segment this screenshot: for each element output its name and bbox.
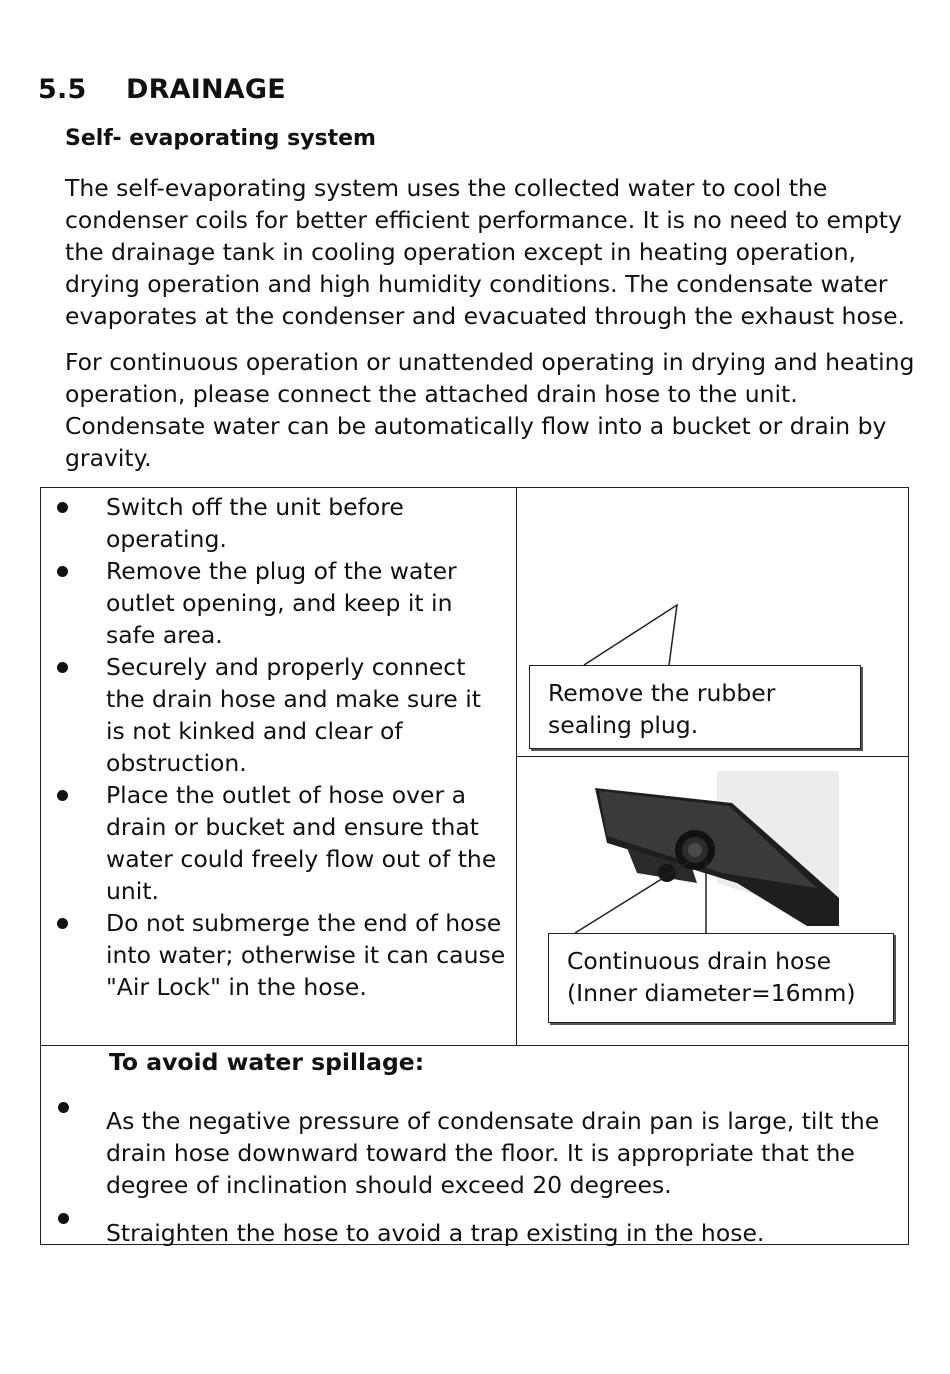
step-line: outlet opening, and keep it in — [106, 589, 453, 617]
avoid-line: drain hose downward toward the floor. It is appropriate that the — [106, 1139, 855, 1167]
paragraph-line: evaporates at the condenser and evacuated through the exhaust hose. — [65, 302, 905, 330]
bullet-icon — [58, 1213, 69, 1224]
spillage-cell — [41, 1046, 909, 1245]
step-line: Remove the plug of the water — [106, 557, 457, 585]
paragraph-line: For continuous operation or unattended operating in drying and heating — [65, 348, 915, 376]
avoid-line: As the negative pressure of condensate drain pan is large, tilt the — [106, 1107, 880, 1135]
section-title: DRAINAGE — [126, 74, 286, 105]
step-line: safe area. — [106, 621, 223, 649]
section-heading — [38, 74, 286, 105]
illustration-cell — [517, 488, 909, 1046]
step-line: Do not submerge the end of hose — [106, 909, 502, 937]
paragraph-continuous-operation — [65, 346, 925, 474]
bullet-icon — [58, 1102, 69, 1113]
bullet-icon — [57, 502, 68, 513]
remove-plug-callout — [529, 665, 861, 749]
cell-divider — [517, 756, 908, 757]
paragraph-line: Condensate water can be automatically flow into a bucket or drain by — [65, 412, 887, 440]
step-line: operating. — [106, 525, 227, 553]
instructions-table — [40, 487, 909, 1245]
step-line: unit. — [106, 877, 160, 905]
paragraph-line: the drainage tank in cooling operation except in heating operation, — [65, 238, 856, 266]
step-line: "Air Lock" in the hose. — [106, 973, 367, 1001]
step-line: obstruction. — [106, 749, 247, 777]
paragraph-line: gravity. — [65, 444, 152, 472]
step-line: drain or bucket and ensure that — [106, 813, 479, 841]
step-line: Place the outlet of hose over a — [106, 781, 466, 809]
step-line: is not kinked and clear of — [106, 717, 403, 745]
drain-hose-callout — [548, 933, 894, 1023]
callout-line: Remove the rubber — [548, 679, 776, 707]
callout-line: (Inner diameter=16mm) — [567, 979, 856, 1007]
callout-line: Continuous drain hose — [567, 947, 832, 975]
steps-cell — [41, 488, 517, 1046]
step-line: Securely and properly connect — [106, 653, 466, 681]
paragraph-self-evaporating — [65, 172, 925, 332]
section-number: 5.5 — [38, 74, 87, 105]
subheading: Self- evaporating system — [65, 126, 376, 151]
paragraph-line: condenser coils for better efficient performance. It is no need to empty — [65, 206, 902, 234]
paragraph-line: The self-evaporating system uses the collected water to cool the — [65, 174, 828, 202]
step-line: into water; otherwise it can cause — [106, 941, 506, 969]
paragraph-line: operation, please connect the attached drain hose to the unit. — [65, 380, 798, 408]
callout-line: sealing plug. — [548, 711, 699, 739]
avoid-spillage-title: To avoid water spillage: — [109, 1048, 425, 1076]
bullet-icon — [57, 918, 68, 929]
step-line: water could freely flow out of the — [106, 845, 497, 873]
avoid-line: Straighten the hose to avoid a trap existing in the hose. — [106, 1219, 765, 1247]
bullet-icon — [57, 566, 68, 577]
avoid-line: degree of inclination should exceed 20 degrees. — [106, 1171, 672, 1199]
step-line: Switch off the unit before — [106, 493, 404, 521]
paragraph-line: drying operation and high humidity conditions. The condensate water — [65, 270, 888, 298]
bullet-icon — [57, 662, 68, 673]
bullet-icon — [57, 790, 68, 801]
step-line: the drain hose and make sure it — [106, 685, 481, 713]
